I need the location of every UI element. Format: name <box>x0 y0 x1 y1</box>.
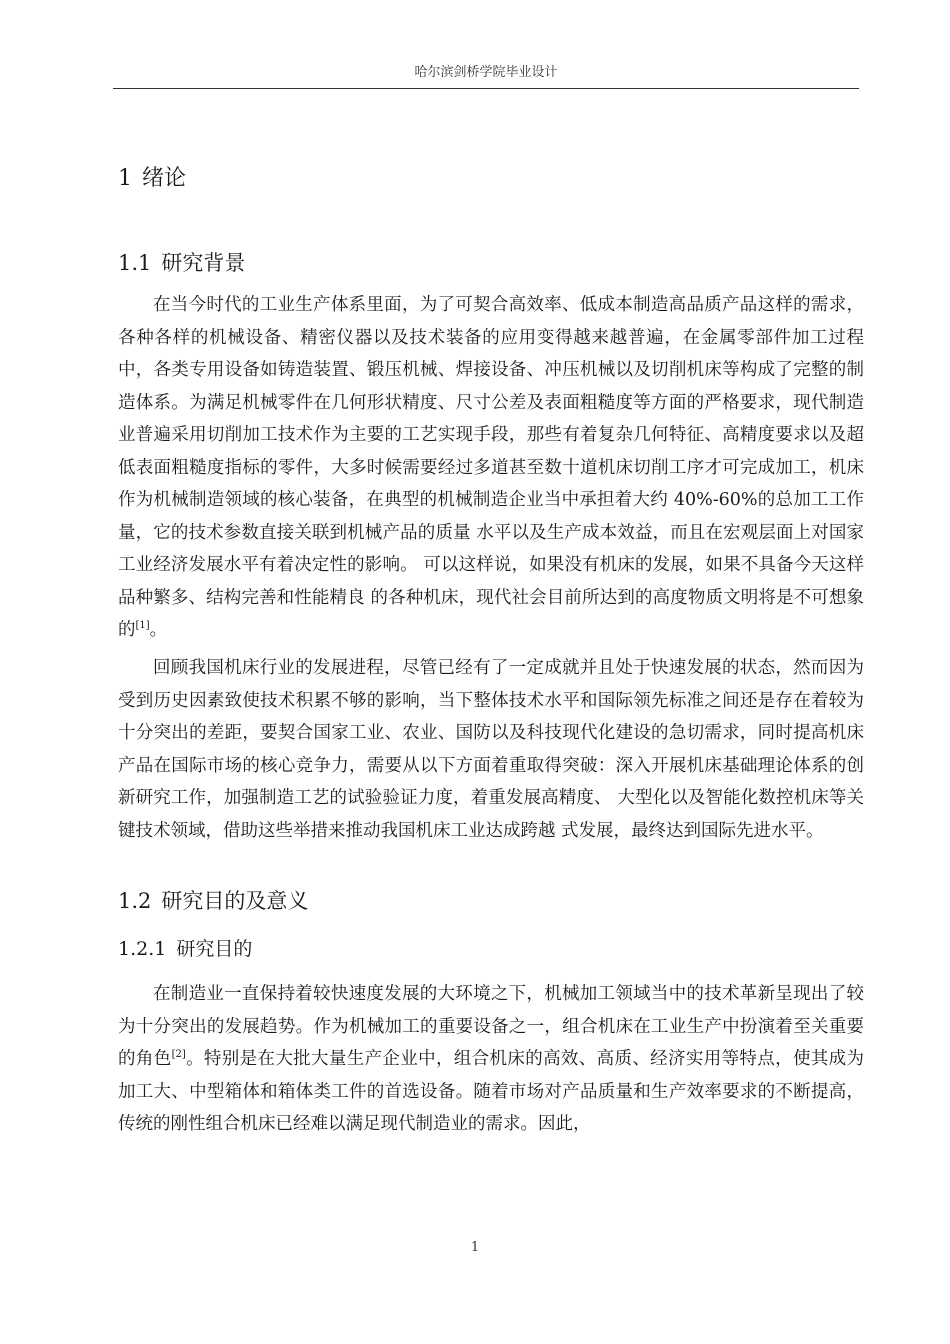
citation-ref-2: [2] <box>171 1049 186 1060</box>
paragraph-purpose <box>118 978 864 1141</box>
paragraph-background-2 <box>118 652 864 847</box>
citation-ref-1: [1] <box>135 620 150 631</box>
paragraph-text: 在制造业一直保持着较快速度发展的大环境之下，机械加工领域当中的技术革新呈现出了较为十分突出的发展趋势。作为机械加工的重要设备之一，组合机床在工业生产中扮演着至关重要的角色 <box>118 984 864 1069</box>
paragraph-text-continued: 。特别是在大批大量生产企业中，组合机床的高效、高质、经济实用等特点，使其成为加工大、中型箱体和箱体类工件的首选设备。随着市场对产品质量和生产效率要求的不断提高，传统的刚性组合机床已经难以满足现代制造业的需求。因此， <box>118 1049 865 1134</box>
header-title: 哈尔滨剑桥学院毕业设计 <box>414 65 558 80</box>
section-heading-1-1 <box>118 248 245 278</box>
paragraph-text: 在当今时代的工业生产体系里面，为了可契合高效率、低成本制造高品质产品这样的需求，各种各样的机械设备、精密仪器以及技术装备的应用变得越来越普遍，在金属零部件加工过程中，各类专用设备如铸造装置、锻压机械、焊接设备、冲压机械以及切削机床等构成了完整的制造体系。为满足机械零件在几何形状精度、尺寸公差及表面粗糙度等方面的严格要求，现代制造业普遍采用切削加工技术作为主要的工艺实现手段，那些有着复杂几何特征、高精度要求以及超低表面粗糙度指标的零件，大多时候需要经过多道甚至数十道机床切削工序才可完成加工，机床作为机械制造领域的核心装备，在典型的机械制造企业当中承担着大约 40%-60%的总加工工作量，它的技术参数直接关联到机械产品的质量 水平以及生产成本效益，而且在宏观层面上对国家工业经济发展水平有着决定性的影响。 可以这样说，如果没有机床的发展，如果不具备今天这样品种繁多、结构完善和性能精良 的各种机床，现代社会目前所达到的高度物质文明将是不可想象的 <box>118 295 864 640</box>
paragraph-background-1 <box>118 289 864 647</box>
section-number: 1.1 <box>118 251 152 275</box>
section-title: 研究背景 <box>161 251 246 275</box>
section-title: 研究目的及意义 <box>161 889 309 913</box>
page-header <box>113 58 859 89</box>
subsection-title: 研究目的 <box>176 938 253 960</box>
subsection-heading-1-2-1 <box>118 935 252 963</box>
page-footer <box>0 1240 950 1255</box>
subsection-number: 1.2.1 <box>118 938 167 960</box>
section-number: 1.2 <box>118 889 152 913</box>
paragraph-end: 。 <box>149 620 168 640</box>
page-number: 1 <box>470 1240 480 1255</box>
chapter-heading <box>118 163 186 195</box>
chapter-number: 1 <box>118 166 132 191</box>
chapter-title: 绪论 <box>142 166 187 191</box>
section-heading-1-2 <box>118 886 308 916</box>
paragraph-text: 回顾我国机床行业的发展进程，尽管已经有了一定成就并且处于快速发展的状态，然而因为受到历史因素致使技术积累不够的影响，当下整体技术水平和国际领先标准之间还是存在着较为十分突出的差距，要契合国家工业、农业、国防以及科技现代化建设的急切需求，同时提高机床产品在国际市场的核心竞争力，需要从以下方面着重取得突破：深入开展机床基础理论体系的创新研究工作，加强制造工艺的试验验证力度，着重发展高精度、 大型化以及智能化数控机床等关键技术领域，借助这些举措来推动我国机床工业达成跨越 式发展，最终达到国际先进水平。 <box>118 658 864 841</box>
